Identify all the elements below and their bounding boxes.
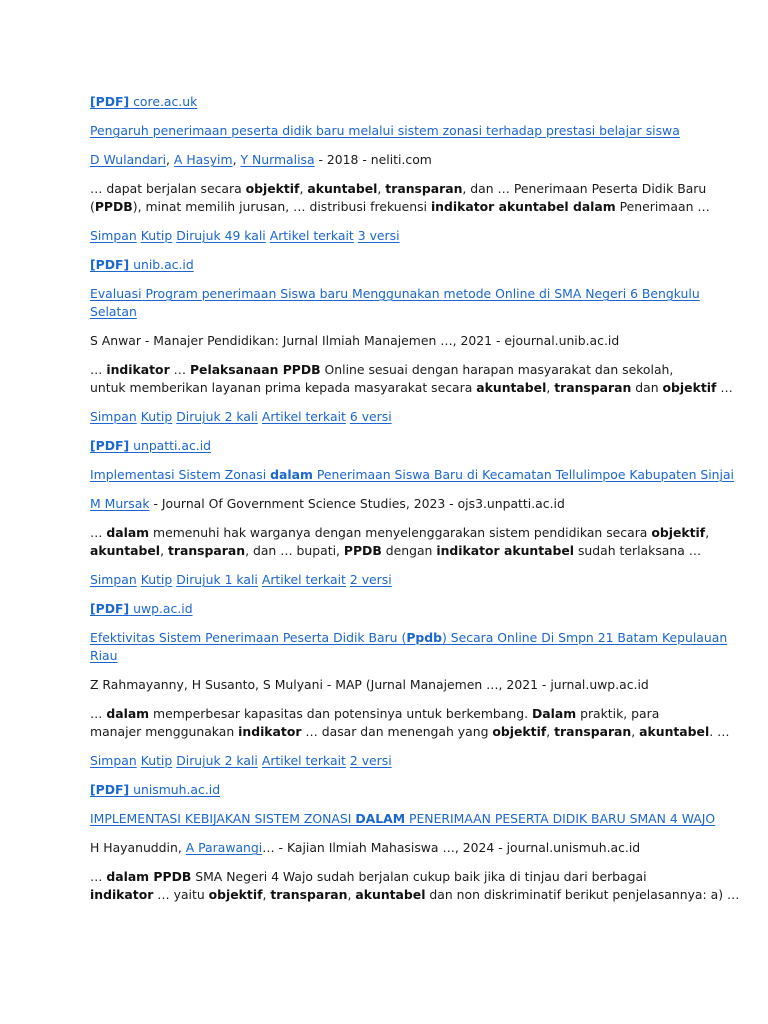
- pdf-tag: [PDF]: [90, 601, 130, 616]
- title-text: Evaluasi Program penerimaan Siswa baru Menggunakan metode Online di SMA Negeri 6 Bengkulu: [90, 286, 700, 301]
- snippet-highlight: transparan: [554, 724, 632, 739]
- pdf-domain: unib.ac.id: [129, 257, 194, 272]
- snippet-text: memenuhi hak warganya dengan menyelenggarakan sistem pendidikan secara: [149, 525, 652, 540]
- author-text: - Journal Of Government Science Studies, 2023 - ojs3.unpatti.ac.id: [149, 496, 565, 511]
- pdf-link[interactable]: [90, 437, 766, 455]
- pdf-domain: uwp.ac.id: [129, 601, 193, 616]
- pdf-domain: unismuh.ac.id: [129, 782, 221, 797]
- result-title[interactable]: [90, 122, 766, 140]
- title-text: Riau: [90, 648, 118, 663]
- snippet-text: ,: [347, 887, 356, 902]
- snippet-text: SMA Negeri 4 Wajo sudah berjalan cukup baik jika di tinjau dari berbagai: [191, 869, 647, 884]
- author-text: … - Kajian Ilmiah Mahasiswa …, 2024 - journal.unismuh.ac.id: [262, 840, 641, 855]
- author-text: ,: [232, 152, 241, 167]
- author-link[interactable]: Y Nurmalisa: [240, 152, 315, 167]
- result-authors: [90, 495, 766, 513]
- snippet-highlight: indikator akuntabel: [436, 543, 575, 558]
- snippet-text: memperbesar kapasitas dan potensinya untuk berkembang.: [149, 706, 532, 721]
- pdf-link[interactable]: [90, 93, 766, 111]
- search-result: [90, 437, 766, 589]
- snippet-highlight: akuntabel: [307, 181, 378, 196]
- save-link[interactable]: Simpan: [90, 753, 137, 768]
- title-text: Selatan: [90, 304, 137, 319]
- snippet-text: ,: [377, 181, 386, 196]
- result-title[interactable]: [90, 285, 766, 321]
- result-title-link[interactable]: [90, 122, 766, 140]
- cite-link[interactable]: Kutip: [140, 409, 173, 424]
- snippet-text: ), minat memilih jurusan, … distribusi frekuensi: [132, 199, 431, 214]
- snippet-line: [90, 198, 766, 216]
- snippet-highlight: transparan: [270, 887, 348, 902]
- snippet-line: [90, 180, 766, 198]
- title-highlight: DALAM: [355, 811, 406, 826]
- snippet-text: ,: [546, 380, 555, 395]
- title-text: Penerimaan Siswa Baru di Kecamatan Tellulimpoe Kabupaten Sinjai: [312, 467, 734, 482]
- related-articles-link[interactable]: Artikel terkait: [269, 228, 354, 243]
- snippet-highlight: transparan: [385, 181, 463, 196]
- title-text: IMPLEMENTASI KEBIJAKAN SISTEM ZONASI: [90, 811, 356, 826]
- snippet-highlight: Pelaksanaan PPDB: [189, 362, 321, 377]
- snippet-line: [90, 524, 766, 542]
- title-line: [90, 285, 766, 303]
- snippet-text: …: [90, 869, 107, 884]
- search-result: [90, 256, 766, 426]
- versions-link[interactable]: 2 versi: [349, 753, 392, 768]
- result-snippet: [90, 180, 766, 216]
- result-snippet: [90, 705, 766, 741]
- snippet-highlight: indikator: [238, 724, 302, 739]
- result-authors: [90, 151, 766, 169]
- snippet-text: Penerimaan …: [615, 199, 710, 214]
- result-snippet: [90, 524, 766, 560]
- result-authors: [90, 332, 766, 350]
- author-link[interactable]: M Mursak: [90, 496, 150, 511]
- pdf-tag: [PDF]: [90, 94, 130, 109]
- author-link[interactable]: A Parawangi: [185, 840, 263, 855]
- snippet-text: …: [90, 706, 107, 721]
- versions-link[interactable]: 3 versi: [357, 228, 400, 243]
- snippet-line: [90, 868, 766, 886]
- snippet-text: . …: [709, 724, 730, 739]
- snippet-text: ,: [160, 543, 168, 558]
- pdf-domain: unpatti.ac.id: [129, 438, 212, 453]
- pdf-link[interactable]: [90, 256, 766, 274]
- author-link[interactable]: D Wulandari: [90, 152, 167, 167]
- snippet-highlight: akuntabel: [355, 887, 426, 902]
- snippet-text: praktik, para: [576, 706, 660, 721]
- snippet-text: manajer menggunakan: [90, 724, 239, 739]
- result-title-link[interactable]: [90, 285, 766, 321]
- snippet-text: …: [716, 380, 733, 395]
- snippet-text: (: [90, 199, 95, 214]
- result-snippet: [90, 361, 766, 397]
- title-line: [90, 122, 766, 140]
- title-text: Efektivitas Sistem Penerimaan Peserta Didik Baru (: [90, 630, 407, 645]
- pdf-tag: [PDF]: [90, 438, 130, 453]
- search-result: [90, 93, 766, 245]
- versions-link[interactable]: 6 versi: [349, 409, 392, 424]
- author-text: Z Rahmayanny, H Susanto, S Mulyani - MAP (Jurnal Manajemen …, 2021 - jurnal.uwp.ac.id: [90, 677, 649, 692]
- title-text: Pengaruh penerimaan peserta didik baru melalui sistem zonasi terhadap prestasi belajar siswa: [90, 123, 680, 138]
- result-snippet: [90, 868, 766, 904]
- result-actions: [90, 227, 766, 245]
- title-text: Implementasi Sistem Zonasi: [90, 467, 271, 482]
- snippet-line: [90, 705, 766, 723]
- snippet-text: dengan: [381, 543, 437, 558]
- snippet-highlight: Dalam: [531, 706, 577, 721]
- pdf-domain: core.ac.uk: [129, 94, 198, 109]
- snippet-text: …: [90, 362, 107, 377]
- result-actions: [90, 752, 766, 770]
- cited-by-link[interactable]: Dirujuk 1 kali: [176, 572, 258, 587]
- cite-link[interactable]: Kutip: [140, 753, 173, 768]
- snippet-highlight: dalam: [106, 706, 150, 721]
- result-actions: [90, 408, 766, 426]
- pdf-link-text[interactable]: [90, 782, 220, 797]
- pdf-link-text[interactable]: [90, 601, 193, 616]
- author-text: - 2018 - neliti.com: [314, 152, 432, 167]
- title-highlight: dalam: [270, 467, 313, 482]
- snippet-text: ,: [631, 724, 640, 739]
- snippet-text: ,: [262, 887, 271, 902]
- cited-by-link[interactable]: Dirujuk 2 kali: [176, 753, 258, 768]
- snippet-highlight: objektif: [208, 887, 263, 902]
- snippet-text: dan: [631, 380, 663, 395]
- snippet-highlight: objektif: [245, 181, 300, 196]
- save-link[interactable]: Simpan: [90, 409, 137, 424]
- snippet-text: ,: [705, 525, 710, 540]
- result-title-link[interactable]: [90, 810, 766, 828]
- title-text: PENERIMAAN PESERTA DIDIK BARU SMAN 4 WAJO: [405, 811, 716, 826]
- title-text: ) Secara Online Di Smpn 21 Batam Kepulauan: [442, 630, 728, 645]
- snippet-text: ,: [299, 181, 308, 196]
- title-line: [90, 810, 766, 828]
- versions-link[interactable]: 2 versi: [349, 572, 392, 587]
- cite-link[interactable]: Kutip: [140, 228, 173, 243]
- save-link[interactable]: Simpan: [90, 228, 137, 243]
- pdf-link[interactable]: [90, 781, 766, 799]
- search-results-list: [90, 93, 766, 915]
- snippet-highlight: PPDB: [343, 543, 382, 558]
- snippet-text: sudah terlaksana …: [574, 543, 702, 558]
- author-text: S Anwar - Manajer Pendidikan: Jurnal Ilmiah Manajemen …, 2021 - ejournal.unib.ac.id: [90, 333, 620, 348]
- pdf-link[interactable]: [90, 600, 766, 618]
- snippet-highlight: objektif: [492, 724, 547, 739]
- snippet-text: Online sesuai dengan harapan masyarakat dan sekolah,: [320, 362, 674, 377]
- snippet-text: ,: [546, 724, 555, 739]
- related-articles-link[interactable]: Artikel terkait: [261, 409, 346, 424]
- snippet-highlight: akuntabel: [90, 543, 161, 558]
- snippet-text: … dapat berjalan secara: [90, 181, 246, 196]
- snippet-text: … dasar dan menengah yang: [301, 724, 493, 739]
- search-result: [90, 781, 766, 904]
- snippet-line: [90, 542, 766, 560]
- result-authors: [90, 839, 766, 857]
- snippet-line: [90, 723, 766, 741]
- snippet-highlight: akuntabel: [639, 724, 710, 739]
- snippet-highlight: dalam PPDB: [106, 869, 192, 884]
- cited-by-link[interactable]: Dirujuk 49 kali: [176, 228, 266, 243]
- title-line: [90, 647, 766, 665]
- cite-link[interactable]: Kutip: [140, 572, 173, 587]
- pdf-link-text[interactable]: [90, 438, 211, 453]
- author-text: H Hayanuddin,: [90, 840, 186, 855]
- snippet-line: [90, 361, 766, 379]
- title-line: [90, 629, 766, 647]
- title-highlight: Ppdb: [406, 630, 443, 645]
- save-link[interactable]: Simpan: [90, 572, 137, 587]
- result-title-link[interactable]: [90, 629, 766, 665]
- snippet-line: [90, 379, 766, 397]
- cited-by-link[interactable]: Dirujuk 2 kali: [176, 409, 258, 424]
- pdf-link-text[interactable]: [90, 257, 194, 272]
- result-title-link[interactable]: [90, 466, 766, 484]
- pdf-tag: [PDF]: [90, 782, 130, 797]
- result-authors: [90, 676, 766, 694]
- snippet-highlight: indikator: [106, 362, 170, 377]
- snippet-highlight: objektif: [651, 525, 706, 540]
- snippet-text: dan non diskriminatif berikut penjelasannya: a) …: [425, 887, 740, 902]
- author-text: ,: [166, 152, 174, 167]
- snippet-text: … yaitu: [153, 887, 209, 902]
- snippet-highlight: transparan: [167, 543, 246, 558]
- result-title[interactable]: [90, 466, 766, 484]
- snippet-highlight: indikator: [90, 887, 154, 902]
- snippet-text: , dan … bupati,: [245, 543, 344, 558]
- snippet-text: …: [169, 362, 190, 377]
- snippet-highlight: indikator akuntabel dalam: [430, 199, 616, 214]
- title-line: [90, 303, 766, 321]
- author-link[interactable]: A Hasyim: [173, 152, 233, 167]
- result-actions: [90, 571, 766, 589]
- result-title[interactable]: [90, 629, 766, 665]
- snippet-highlight: akuntabel: [476, 380, 547, 395]
- snippet-highlight: transparan: [554, 380, 632, 395]
- result-title[interactable]: [90, 810, 766, 828]
- pdf-tag: [PDF]: [90, 257, 130, 272]
- title-line: [90, 466, 766, 484]
- related-articles-link[interactable]: Artikel terkait: [261, 753, 346, 768]
- snippet-highlight: PPDB: [94, 199, 133, 214]
- pdf-link-text[interactable]: [90, 94, 197, 109]
- snippet-text: , dan … Penerimaan Peserta Didik Baru: [462, 181, 707, 196]
- related-articles-link[interactable]: Artikel terkait: [261, 572, 346, 587]
- snippet-highlight: dalam: [106, 525, 150, 540]
- snippet-highlight: objektif: [662, 380, 717, 395]
- snippet-text: …: [90, 525, 107, 540]
- search-result: [90, 600, 766, 770]
- snippet-line: [90, 886, 766, 904]
- snippet-text: untuk memberikan layanan prima kepada masyarakat secara: [90, 380, 477, 395]
